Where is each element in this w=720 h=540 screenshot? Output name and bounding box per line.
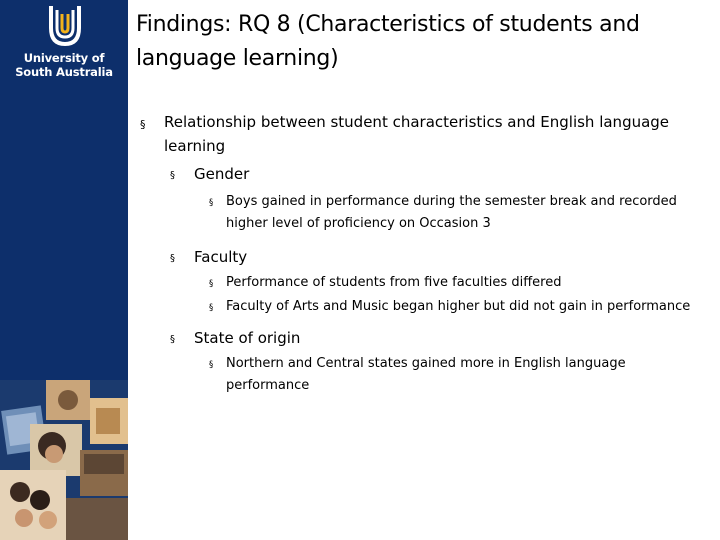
bullet-marker: § (209, 303, 214, 313)
bullet-level3 (140, 191, 710, 235)
bullet-marker: § (209, 279, 214, 289)
bullet-marker: § (170, 253, 175, 264)
bullet-text: Relationship between student characteristics and English language learning (164, 113, 670, 155)
bullet-marker: § (209, 198, 214, 208)
bullet-text: State of origin (194, 329, 301, 347)
bullet-text: Northern and Central states gained more in English language performance (226, 356, 626, 393)
bullet-level2-faculty (140, 246, 710, 268)
slide-title: Findings: RQ 8 (Characteristics of students and language learning) (136, 12, 640, 71)
bullet-level3 (140, 353, 710, 397)
bullet-level2-gender (140, 163, 710, 185)
logo-text-line-1: University of (23, 51, 105, 65)
sidebar (0, 0, 128, 540)
university-logo-icon (46, 4, 84, 48)
bullet-text: Faculty (194, 248, 248, 266)
bullet-marker: § (170, 334, 175, 345)
bullet-text: Gender (194, 165, 250, 183)
bullet-text: Faculty of Arts and Music began higher but did not gain in performance (226, 299, 691, 314)
bullet-level3 (140, 296, 710, 318)
bullet-level3 (140, 272, 710, 294)
logo-text-line-2: South Australia (15, 65, 113, 79)
bullet-level2-state-of-origin (140, 327, 710, 349)
bullet-text: Boys gained in performance during the semester break and recorded higher level of proficiency on Occasion 3 (226, 194, 677, 231)
student-photo-collage (0, 380, 128, 540)
bullet-marker: § (140, 118, 146, 131)
slide-body (140, 110, 710, 397)
bullet-marker: § (209, 360, 214, 370)
bullet-marker: § (170, 170, 175, 181)
bullet-level1 (140, 110, 710, 158)
bullet-text: Performance of students from five faculties differed (226, 275, 562, 290)
